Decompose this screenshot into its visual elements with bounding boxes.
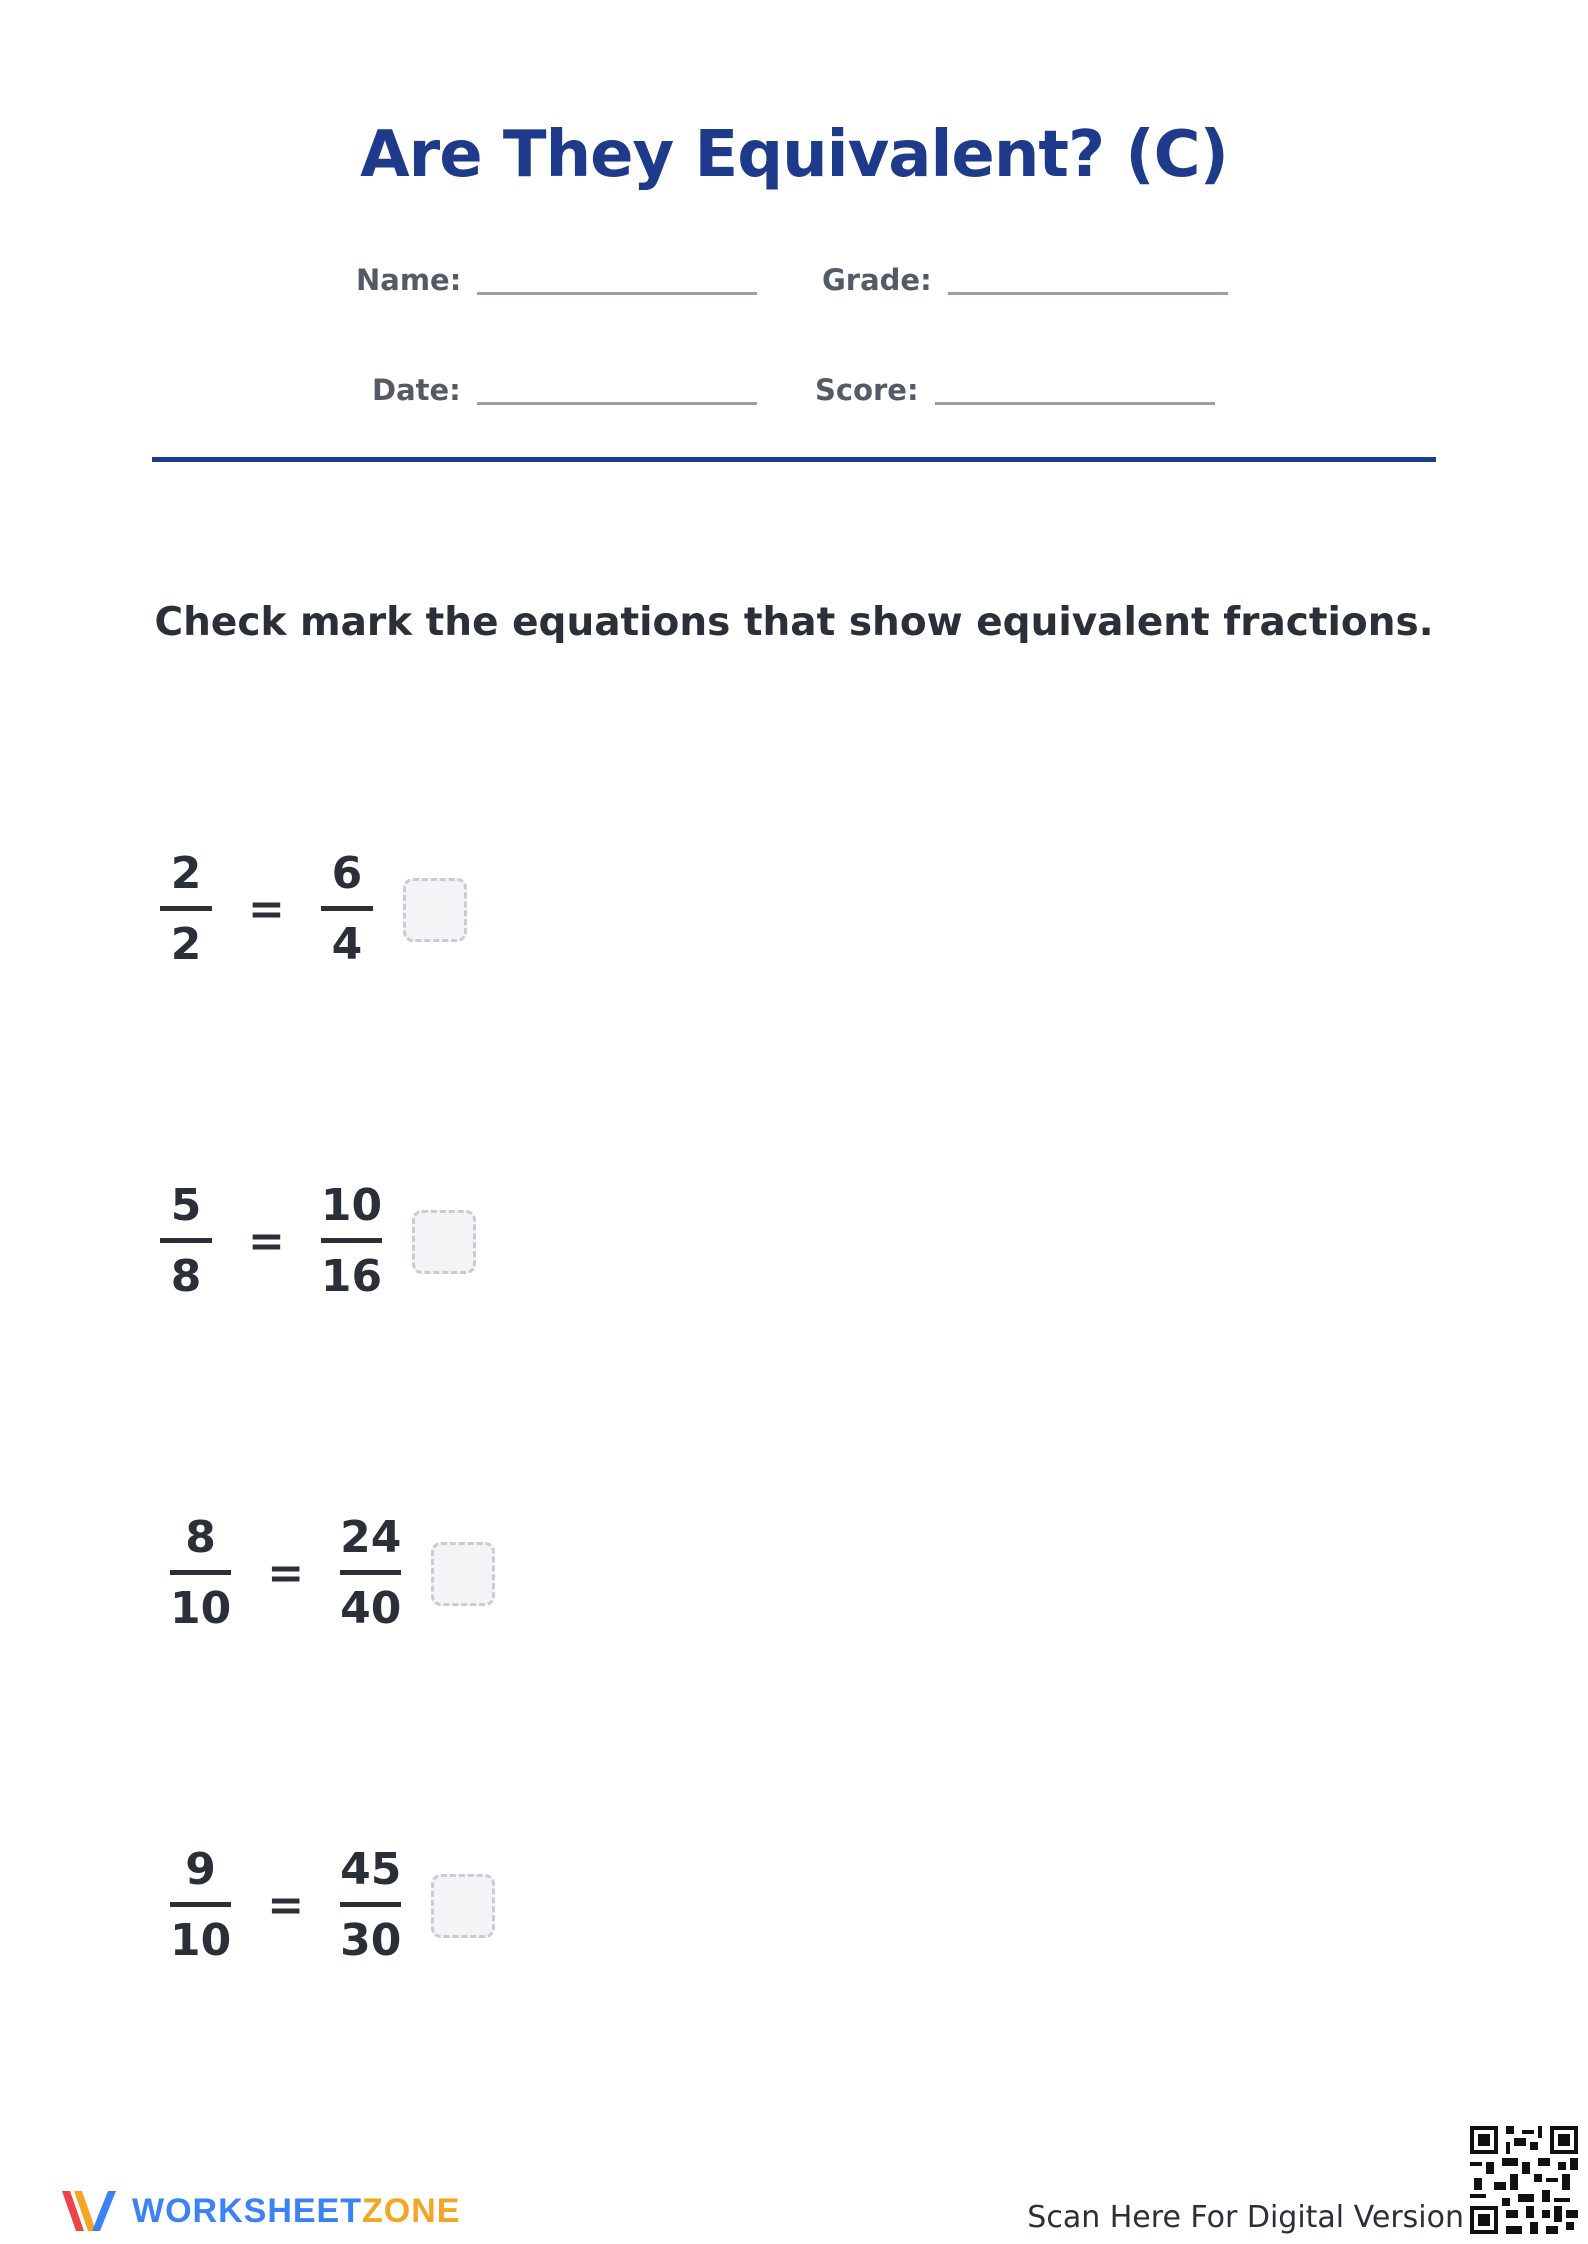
numerator: 24 [340, 1512, 402, 1563]
denominator: 40 [340, 1583, 402, 1634]
header-divider [152, 457, 1436, 462]
brand-part-1: WORKSHEET [132, 2191, 362, 2230]
name-label: Name: [356, 263, 462, 297]
check-box-4[interactable] [431, 1874, 495, 1938]
name-input-line[interactable] [477, 292, 757, 295]
numerator: 6 [331, 848, 363, 899]
score-input-line[interactable] [935, 402, 1215, 405]
right-fraction [320, 1180, 383, 1302]
date-input-line[interactable] [477, 402, 757, 405]
denominator: 30 [340, 1915, 402, 1966]
denominator: 10 [170, 1915, 232, 1966]
problem-1 [160, 848, 467, 970]
denominator: 8 [170, 1251, 202, 1302]
check-box-2[interactable] [412, 1210, 476, 1274]
qr-code-icon[interactable] [1470, 2126, 1578, 2234]
worksheetzone-logo[interactable] [58, 2185, 460, 2237]
left-fraction [160, 1180, 212, 1302]
equals-sign: = [267, 1548, 305, 1599]
numerator: 8 [185, 1512, 216, 1563]
worksheet-title: Are They Equivalent? (C) [360, 118, 1228, 192]
score-field[interactable] [815, 373, 1215, 407]
check-box-3[interactable] [431, 1542, 495, 1606]
score-label: Score: [815, 373, 919, 407]
brand-name [132, 2192, 460, 2231]
equals-sign: = [248, 884, 285, 935]
worksheetzone-logo-icon [58, 2185, 120, 2237]
left-fraction [170, 1512, 232, 1634]
numerator: 2 [170, 848, 202, 899]
right-fraction [340, 1512, 402, 1634]
problem-3 [170, 1512, 495, 1634]
grade-field[interactable] [822, 263, 1228, 297]
numerator: 10 [320, 1180, 383, 1231]
scan-caption: Scan Here For Digital Version [1027, 2200, 1464, 2235]
left-fraction [170, 1844, 232, 1966]
right-fraction [321, 848, 373, 970]
denominator: 10 [170, 1583, 232, 1634]
denominator: 4 [331, 919, 363, 970]
instructions: Check mark the equations that show equivalent fractions. [154, 600, 1434, 645]
date-label: Date: [372, 373, 461, 407]
numerator: 5 [170, 1180, 202, 1231]
numerator: 9 [185, 1844, 216, 1895]
equals-sign: = [248, 1216, 285, 1267]
name-field[interactable] [356, 263, 757, 297]
problem-2 [160, 1180, 476, 1302]
grade-input-line[interactable] [948, 292, 1228, 295]
denominator: 2 [170, 919, 202, 970]
numerator: 45 [340, 1844, 402, 1895]
left-fraction [160, 848, 212, 970]
denominator: 16 [320, 1251, 383, 1302]
check-box-1[interactable] [403, 878, 467, 942]
problem-4 [170, 1844, 495, 1966]
equals-sign: = [267, 1880, 305, 1931]
date-field[interactable] [372, 373, 757, 407]
right-fraction [340, 1844, 402, 1966]
brand-part-2: ZONE [362, 2191, 461, 2230]
grade-label: Grade: [822, 263, 932, 297]
